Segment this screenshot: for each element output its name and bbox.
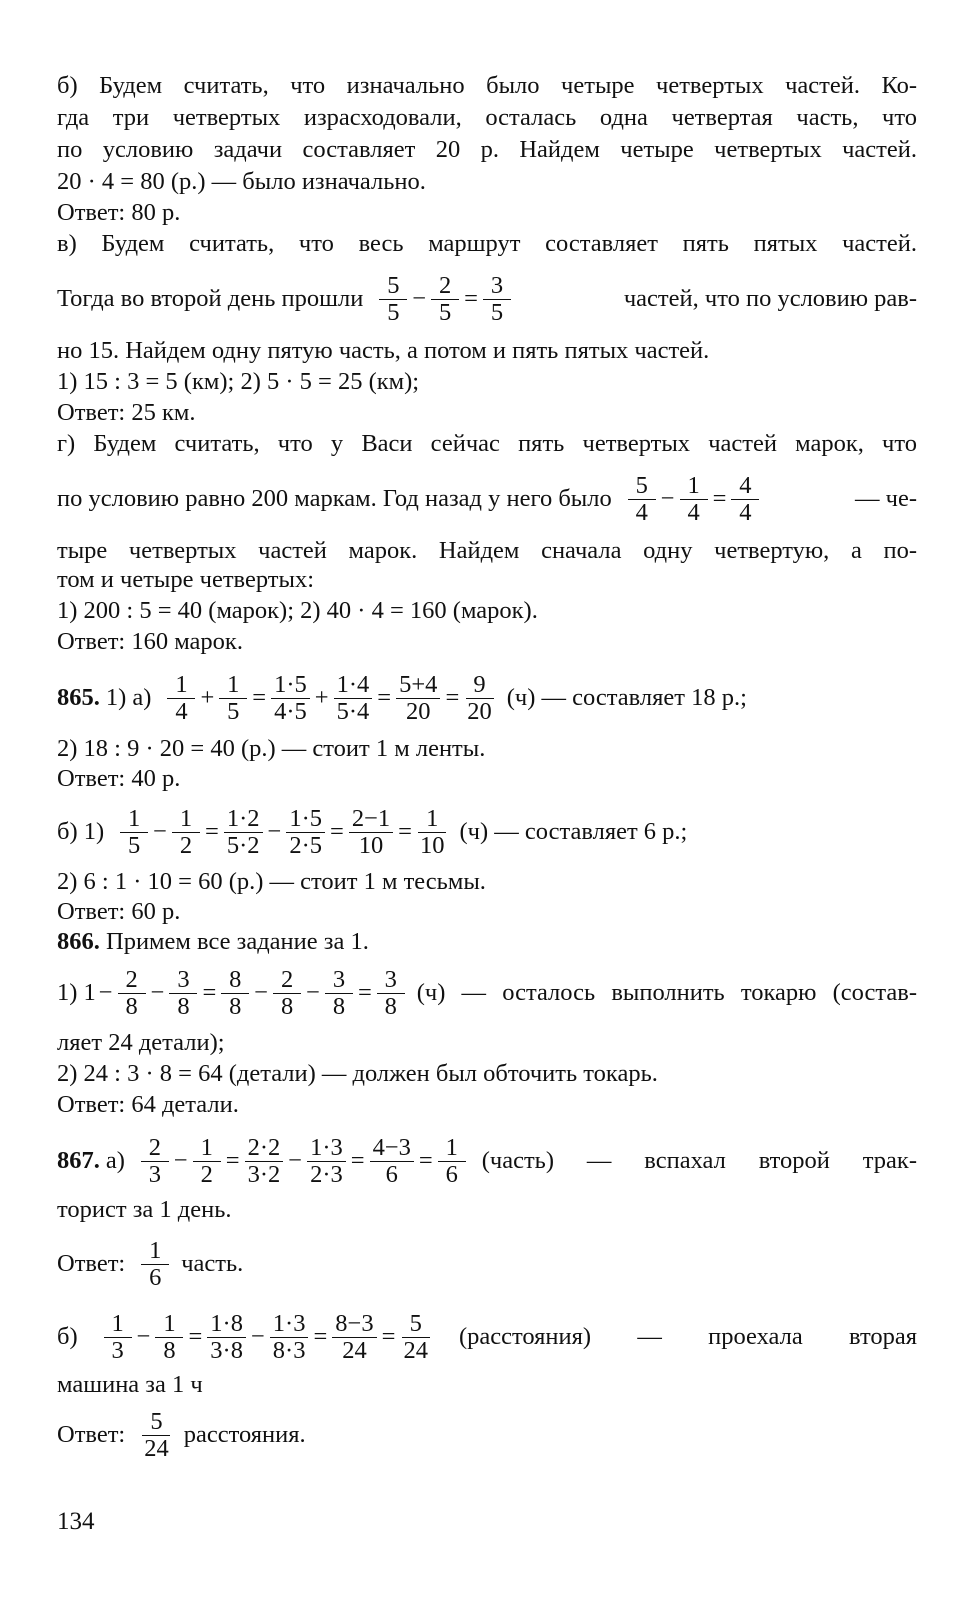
text-fragment: а) [105,1147,125,1174]
problem-865b: б) 1) 1 5 − $\frac{1}{2}$ = $\frac{1\cdot 2}{5\cdot 2}$ − $\frac{1\cdot 5}{2\cdot 5}$ = $\frac{2-1}{10}$ = $\frac{1}{10}$ (ч) — составляет 6 р.; [57,804,688,859]
math-line-v: Тогда во второй день прошли 5 5 − $\frac{2}{5}$ = $\frac{3}{5}$ частей, что по условию рав- [57,271,917,326]
fraction: $\frac{3}{8}$ [325,967,353,1020]
text-line: 2) 24 : 3 · 8 = 64 (детали) — должен был обточить токарь. [57,1060,658,1087]
problem-866-expr: 1) 1 − $\frac{2}{8}$ − $\frac{3}{8}$ = $\frac{8}{8}$ − $\frac{2}{8}$ − $\frac{3}{8}$ = $\frac{3}{8}$ (ч) — осталось выполнить токарю (состав- [57,965,917,1020]
fraction: 1 3 [104,1311,132,1364]
problem-number: 865. [57,684,100,711]
text-line: торист за 1 день. [57,1196,232,1223]
text-fragment: б) 1) [57,818,105,845]
text-fragment: 1) 1 [57,979,96,1006]
text-fragment: (ч) — составляет 18 р.; [506,684,747,711]
text-fragment: частей, что по условию рав- [623,285,917,312]
text-line: гда три четвертых израсходовали, осталась одна четвертая часть, что [57,104,917,131]
fraction: 5 5 [379,273,407,326]
text-fragment: (часть) — вспахал второй трак- [481,1147,917,1174]
text-line: б) Будем считать, что изначально было четыре четвертых частей. Ко- [57,72,917,99]
fraction: $\frac{2}{8}$ [273,967,301,1020]
text-fragment: Тогда во второй день прошли [57,285,364,312]
answer-line: Ответ: 25 км. [57,399,196,426]
text-line: том и четыре четвертых: [57,566,314,593]
fraction: $\frac{2-1}{10}$ [349,806,393,859]
answer-label: Ответ: [57,1421,126,1448]
problem-865: 865. 1) а) 1 4 + $\frac{1}{5}$ = $\frac{1\cdot 5}{4\cdot 5}$ + $\frac{1\cdot 4}{5\cdot 4}$ = $\frac{5+4}{20}$ = $\frac{9}{20}$ (ч) — составляет 18 р.; [57,670,747,725]
text-fragment: — че- [855,485,917,512]
text-fragment: 1) а) [105,684,152,711]
problem-number: 866. [57,928,100,955]
text-line: 2) 18 : 9 · 20 = 40 (р.) — стоит 1 м ленты. [57,735,486,762]
fraction: $\frac{1}{2}$ [172,806,200,859]
text-fragment: б) [57,1323,78,1350]
fraction: $\frac{1\cdot 5}{2\cdot 5}$ [286,806,325,859]
answer-line: Ответ: 60 р. [57,898,181,925]
text-fragment: (ч) — осталось выполнить токарю (состав- [416,979,917,1006]
problem-867: 867. а) 2 3 − $\frac{1}{2}$ = $\frac{2\cdot 2}{3\cdot 2}$ − $\frac{1\cdot 3}{2\cdot 3}$ = $\frac{4-3}{6}$ = $\frac{1}{6}$ (часть) — вспахал второй трак- [57,1133,917,1188]
answer-label: Ответ: [57,1250,126,1277]
fraction: 5 24 [144,1407,169,1462]
problem-number: 867. [57,1147,100,1174]
fraction: $\frac{1}{8}$ [155,1311,183,1364]
fraction: $\frac{2}{5}$ [431,273,459,326]
fraction: $\frac{1}{6}$ [438,1135,466,1188]
fraction: 1 5 [120,806,148,859]
fraction: 1 6 [141,1238,169,1291]
text-line: г) Будем считать, что у Васи сейчас пять четвертых частей марок, что [57,430,917,457]
fraction: 5 4 [628,473,656,526]
page-number: 134 [57,1508,95,1535]
text-fragment: (ч) — составляет 6 р.; [459,818,688,845]
fraction: $\frac{5+4}{20}$ [396,672,440,725]
fraction: $\frac{4-3}{6}$ [370,1135,414,1188]
text-line: 20 · 4 = 80 (р.) — было изначально. [57,168,426,195]
answer-line: Ответ: 40 р. [57,765,181,792]
text-line: по условию задачи составляет 20 р. Найдем четыре четвертых частей. [57,136,917,163]
fraction: $\frac{1\cdot 2}{5\cdot 2}$ [224,806,263,859]
fraction: 2 3 [141,1135,169,1188]
fraction: $\frac{3}{8}$ [169,967,197,1020]
text-line: в) Будем считать, что весь маршрут составляет пять пятых частей. [57,230,917,257]
text-line: 2) 6 : 1 · 10 = 60 (р.) — стоит 1 м тесьмы. [57,868,486,895]
fraction: $\frac{1\cdot 3}{2\cdot 3}$ [307,1135,346,1188]
fraction: $\frac{1\cdot 4}{5\cdot 4}$ [334,672,373,725]
text-fragment: по условию равно 200 маркам. Год назад у него было [57,485,612,512]
text-line: 1) 15 : 3 = 5 (км); 2) 5 · 5 = 25 (км); [57,368,420,395]
fraction: $\frac{8-3}{24}$ [332,1311,376,1364]
fraction: $\frac{1}{4}$ [680,473,708,526]
text-fragment: Примем все задание за 1. [106,928,369,955]
text-line: 1) 200 : 5 = 40 (марок); 2) 40 · 4 = 160 (марок). [57,597,538,624]
fraction: $\frac{1\cdot 8}{3\cdot 8}$ [207,1311,246,1364]
fraction: 1 4 [167,672,195,725]
answer-867a [57,1229,917,1299]
text-line: машина за 1 ч [57,1371,203,1398]
fraction: $\frac{5}{24}$ [403,1309,428,1364]
fraction: $\frac{2\cdot 2}{3\cdot 2}$ [245,1135,284,1188]
text-fragment: расстояния. [183,1421,306,1448]
fraction: $\frac{1\cdot 3}{8\cdot 3}$ [270,1311,309,1364]
math-line-g: по условию равно 200 маркам. Год назад у него было 5 4 − $\frac{1}{4}$ = $\frac{4}{4}$ — че- [57,471,917,526]
fraction: $\frac{1\cdot 5}{4\cdot 5}$ [271,672,310,725]
text-fragment: (расстояния) — проехала вторая [458,1323,917,1350]
problem-867b: б) 1 3 − $\frac{1}{8}$ = $\frac{1\cdot 8}{3\cdot 8}$ − $\frac{1\cdot 3}{8\cdot 3}$ = $\frac{8-3}{24}$ = $\frac{5}{24}$ (расстояния) — проехала вторая [57,1309,917,1364]
fraction: $\frac{8}{8}$ [221,967,249,1020]
fraction: $\frac{3}{8}$ [377,967,405,1020]
problem-866-heading [57,926,917,958]
text-line: ляет 24 детали); [57,1029,225,1056]
answer-867b [57,1400,917,1470]
answer-line: Ответ: 160 марок. [57,628,243,655]
fraction: $\frac{1}{5}$ [219,672,247,725]
text-line: но 15. Найдем одну пятую часть, а потом и пять пятых частей. [57,337,710,364]
answer-line: Ответ: 64 детали. [57,1091,239,1118]
fraction: $\frac{2}{8}$ [118,967,146,1020]
fraction: $\frac{4}{4}$ [731,473,759,526]
text-line: тыре четвертых частей марок. Найдем сначала одну четвертую, а по- [57,537,917,564]
text-fragment: часть. [181,1250,244,1277]
answer-line: Ответ: 80 р. [57,199,181,226]
fraction: $\frac{1}{2}$ [193,1135,221,1188]
fraction: $\frac{1}{10}$ [419,804,445,859]
fraction: $\frac{3}{5}$ [483,273,511,326]
fraction: $\frac{9}{20}$ [467,670,492,725]
